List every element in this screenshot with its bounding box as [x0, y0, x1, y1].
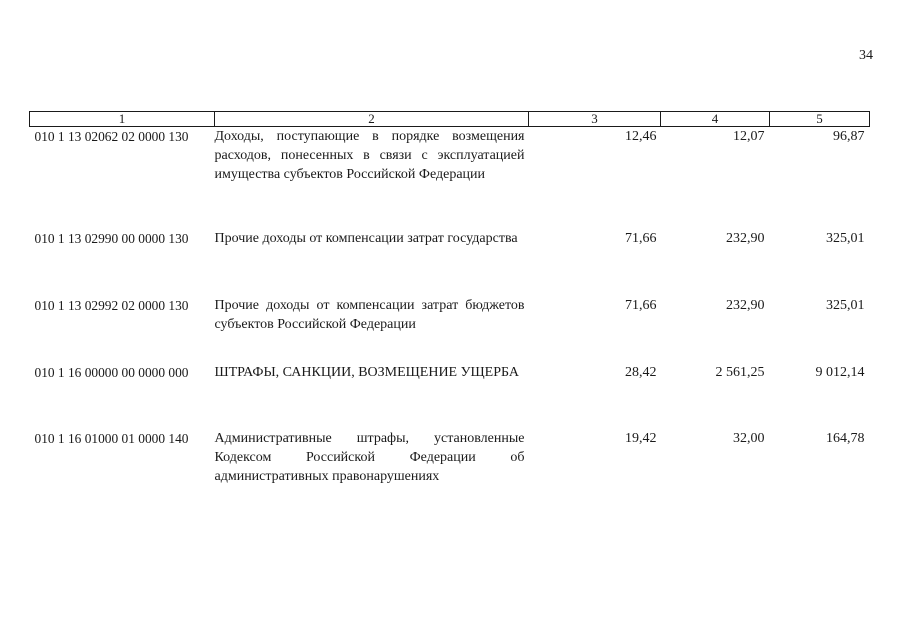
value-col3: 12,46	[625, 129, 657, 144]
table-row	[30, 363, 870, 429]
budget-code: 010 1 13 02992 02 0000 130	[34, 298, 189, 313]
value-col4: 12,07	[733, 129, 765, 144]
value-col4: 32,00	[733, 431, 765, 446]
budget-code: 010 1 16 01000 01 0000 140	[34, 431, 189, 446]
column-header-5: 5	[770, 112, 870, 127]
value-col4: 232,90	[726, 298, 765, 313]
value-col4: 232,90	[726, 231, 765, 246]
value-col5: 325,01	[826, 231, 865, 246]
table-row	[30, 296, 870, 363]
budget-code: 010 1 13 02062 02 0000 130	[34, 129, 189, 144]
table-row	[30, 127, 870, 230]
revenue-name: Прочие доходы от компенсации затрат бюджетов субъектов Российской Федерации	[214, 298, 525, 332]
page-number: 34	[859, 48, 873, 63]
value-col5: 96,87	[833, 129, 865, 144]
column-header-4: 4	[661, 112, 770, 127]
budget-code: 010 1 16 00000 00 0000 000	[34, 365, 189, 380]
budget-revenue-table	[29, 111, 870, 489]
value-col5: 164,78	[826, 431, 865, 446]
table-header-row	[30, 112, 870, 127]
value-col5: 325,01	[826, 298, 865, 313]
column-header-3: 3	[529, 112, 661, 127]
table-row	[30, 229, 870, 296]
value-col3: 71,66	[625, 298, 657, 313]
table-row	[30, 429, 870, 489]
revenue-name: Доходы, поступающие в порядке возмещения расходов, понесенных в связи с эксплуатацией имущества субъектов Российской Федерации	[214, 129, 525, 182]
revenue-name: ШТРАФЫ, САНКЦИИ, ВОЗМЕЩЕНИЕ УЩЕРБА	[214, 365, 519, 380]
revenue-name: Прочие доходы от компенсации затрат государства	[214, 231, 518, 246]
value-col5: 9 012,14	[815, 365, 865, 380]
value-col3: 71,66	[625, 231, 657, 246]
column-header-2: 2	[215, 112, 529, 127]
column-header-1: 1	[30, 112, 215, 127]
value-col3: 28,42	[625, 365, 657, 380]
revenue-name: Административные штрафы, установленные Кодексом Российской Федерации об административных правонарушениях	[214, 431, 525, 484]
budget-code: 010 1 13 02990 00 0000 130	[34, 231, 189, 246]
value-col3: 19,42	[625, 431, 657, 446]
value-col4: 2 561,25	[715, 365, 765, 380]
